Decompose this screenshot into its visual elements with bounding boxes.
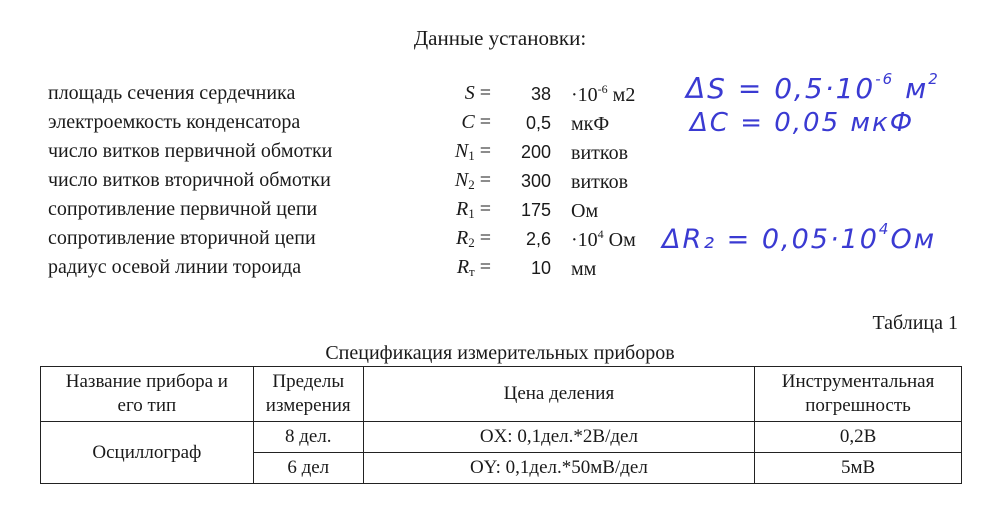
param-unit: мм [571,258,597,280]
param-symbol: S = [464,82,491,104]
division-cell: OY: 0,1дел.*50мВ/дел [363,453,754,484]
param-label: площадь сечения сердечника [48,82,296,104]
param-unit: $\cdot 10^{-6}$ м2 [571,82,636,106]
param-symbol: $N_2$ = [454,169,491,192]
param-symbol: $R_2$ = [456,227,491,250]
error-cell: 5мВ [755,453,962,484]
header-division: Цена деления [363,367,754,422]
header-device: Название прибора и его тип [41,367,254,422]
param-row-n1 [0,140,1000,168]
param-label: сопротивление первичной цепи [48,198,318,220]
param-value: 175 [520,200,551,220]
page-title: Данные установки: [413,26,587,50]
param-unit: витков [571,142,629,164]
param-symbol: $R_т$ = [456,256,491,279]
table-row [41,422,962,453]
error-cell: 0,2В [755,422,962,453]
param-value: 10 [530,258,551,278]
handwritten-note-capacitance-error: ΔC = 0,05 мкФ [690,108,915,138]
param-value: 200 [520,142,551,162]
param-value: 0,5 [525,113,551,133]
param-value: 38 [530,84,551,104]
param-row-n2 [0,169,1000,197]
header-limits: Пределы измерения [253,367,363,422]
param-label: сопротивление вторичной цепи [48,227,316,249]
param-unit: $\cdot 10^4$ Ом [571,227,636,251]
limit-cell: 8 дел. [253,422,363,453]
param-label: число витков первичной обмотки [48,140,333,162]
device-cell: Осциллограф [41,422,254,484]
param-unit: мкФ [571,113,610,135]
param-label: число витков вторичной обмотки [48,169,331,191]
param-symbol: C = [461,111,491,133]
param-unit: Ом [571,200,599,222]
table-number: Таблица 1 [872,312,958,334]
limit-cell: 6 дел [253,453,363,484]
header-error: Инструментальная погрешность [755,367,962,422]
division-cell: OX: 0,1дел.*2В/дел [363,422,754,453]
param-row-radius [0,256,1000,284]
handwritten-note-resistance-error: $\Delta R_2 = 0,05\cdot 10^4Ом$ [662,220,937,255]
param-symbol: $N_1$ = [454,140,491,163]
spec-table [40,366,962,484]
param-symbol: $R_1$ = [456,198,491,221]
param-value: 2,6 [525,229,551,249]
param-label: электроемкость конденсатора [48,111,301,133]
param-value: 300 [520,171,551,191]
param-unit: витков [571,171,629,193]
param-label: радиус осевой линии тороида [48,256,302,278]
table-caption: Спецификация измерительных приборов [325,342,675,364]
handwritten-note-area-error: $\Delta S = 0,5\cdot 10^{-6}$ $м^2$ [686,70,940,105]
table-header-row [41,367,962,422]
